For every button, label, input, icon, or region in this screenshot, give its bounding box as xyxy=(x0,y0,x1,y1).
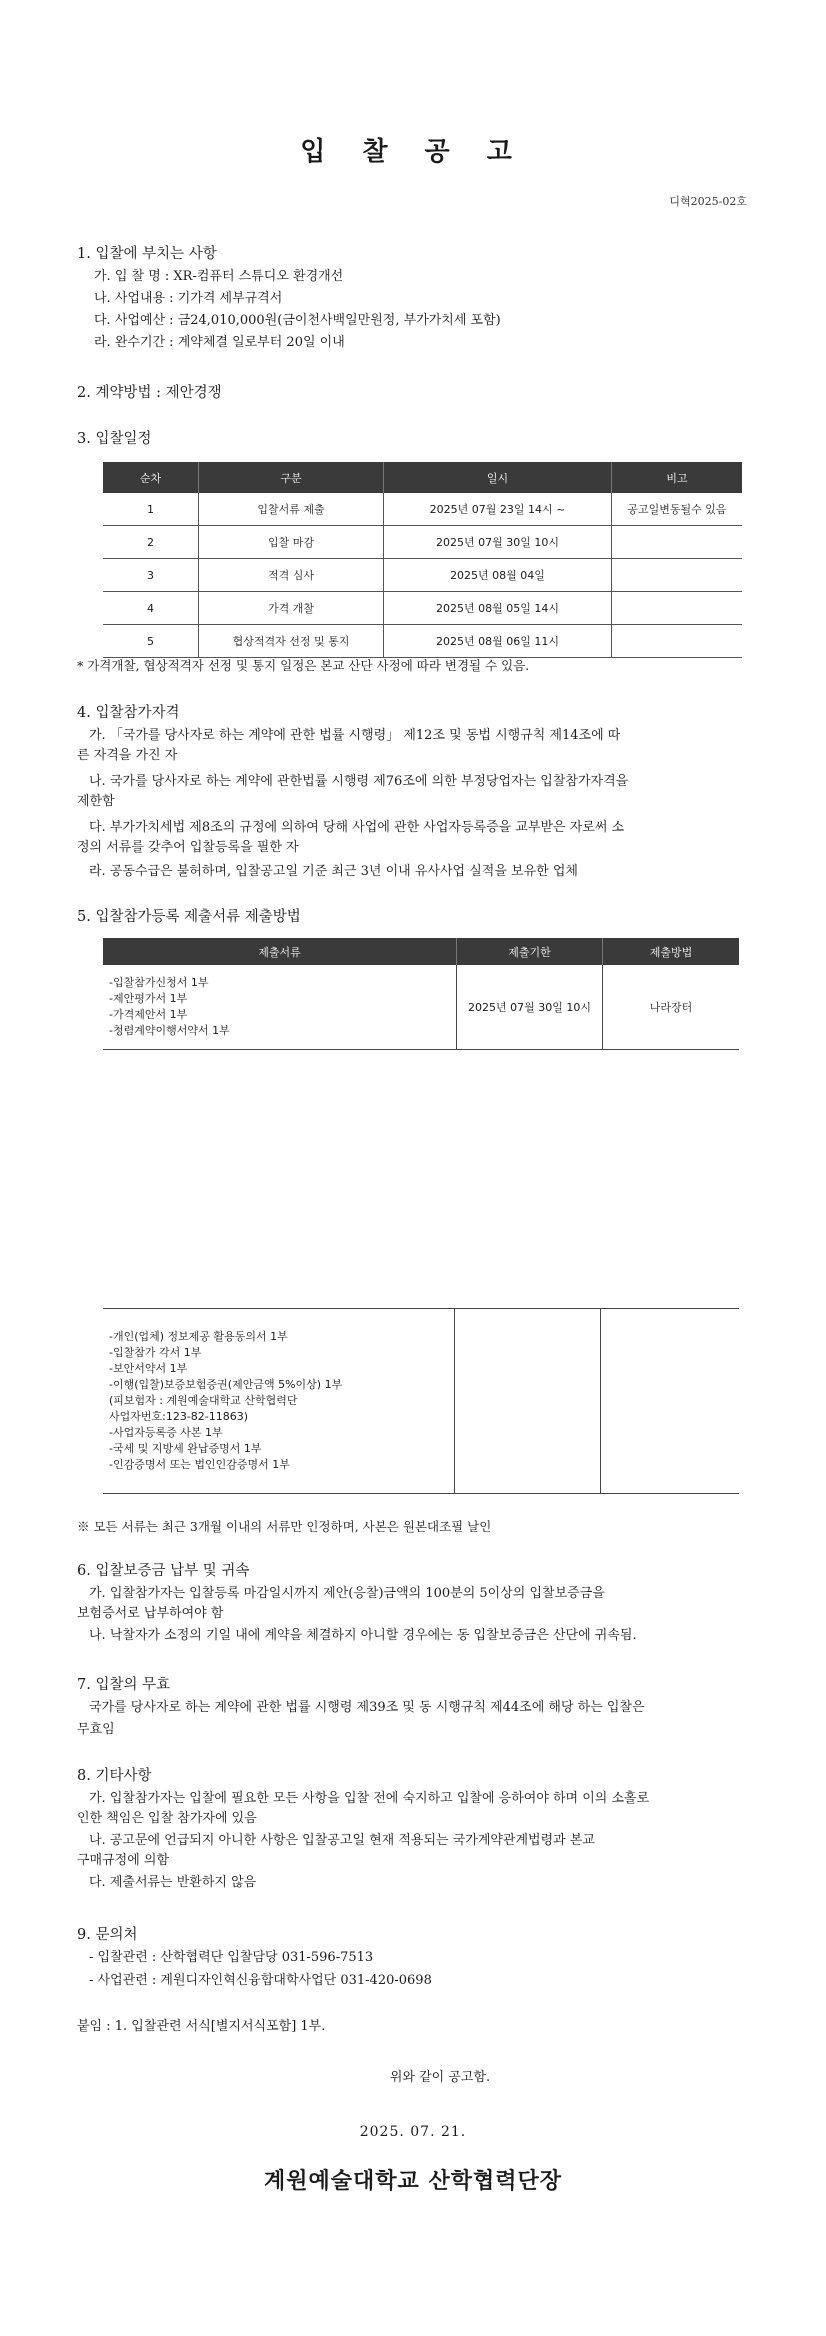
section-1 xyxy=(77,244,749,353)
doc-item: -사업자등록증 사본 1부 xyxy=(109,1426,223,1439)
cell-deadline-empty xyxy=(455,1309,601,1494)
col-header-method: 제출방법 xyxy=(603,938,740,965)
s4-item-b-line1: 나. 국가를 당사자로 하는 계약에 관한법률 시행령 제76조에 의한 부정당업자는 입찰참가자격을 xyxy=(89,774,629,789)
s1-item-d: 라. 완수기간 : 계약체결 일로부터 20일 이내 xyxy=(94,335,345,350)
section-3-heading: 3. 입찰일정 xyxy=(77,431,152,447)
s8-item-b-line1: 나. 공고문에 언급되지 아니한 사항은 입찰공고일 현재 적용되는 국가계약관계법령과 본교 xyxy=(89,1833,595,1848)
documents-table-part1 xyxy=(103,938,739,1050)
schedule-header-row xyxy=(103,462,742,493)
cell-category: 입찰서류 제출 xyxy=(199,493,384,526)
doc-item: -이행(입찰)보증보험증권(제안금액 5%이상) 1부 xyxy=(109,1378,343,1391)
s4-item-d: 라. 공동수급은 불허하며, 입찰공고일 기준 최근 3년 이내 유사사업 실적을 보유한 업체 xyxy=(89,864,578,879)
cell-datetime: 2025년 07월 23일 14시 ~ xyxy=(384,493,612,526)
closing-statement: 위와 같이 공고함. xyxy=(389,2070,491,2085)
s4-item-c-line2: 정의 서류를 갖추어 입찰등록을 필한 자 xyxy=(77,840,299,855)
doc-item: -제안평가서 1부 xyxy=(109,992,188,1005)
attachment-line: 붙임 : 1. 입찰관련 서식[별지서식포함] 1부. xyxy=(77,2019,326,2034)
s4-item-a-line2: 른 자격을 가진 자 xyxy=(77,748,178,763)
s7-line2: 무효임 xyxy=(77,1722,115,1737)
col-header-documents: 제출서류 xyxy=(103,938,457,965)
doc-item: (피보험자 : 계원예술대학교 산학협력단 xyxy=(109,1394,298,1407)
s4-item-a-line1: 가. 「국가를 당사자로 하는 계약에 관한 법률 시행령」 제12조 및 동법 시행규칙 제14조에 따 xyxy=(89,728,621,743)
documents-list-1 xyxy=(103,965,457,1050)
table-row xyxy=(103,1309,739,1494)
documents-table-part2 xyxy=(103,1308,739,1494)
documents-header-row xyxy=(103,938,739,965)
cell-datetime: 2025년 08월 04일 xyxy=(384,559,612,592)
col-header-category: 구분 xyxy=(199,462,384,493)
s4-item-c-line1: 다. 부가가치세법 제8조의 규정에 의하여 당해 사업에 관한 사업자등록증을 교부받은 자로써 소 xyxy=(89,820,625,835)
section-9-heading: 9. 문의처 xyxy=(77,1927,138,1943)
table-row xyxy=(103,625,742,658)
s7-line1: 국가를 당사자로 하는 계약에 관한 법률 시행령 제39조 및 동 시행규칙 제44조에 해당 하는 입찰은 xyxy=(89,1700,645,1715)
table-row xyxy=(103,526,742,559)
document-number: 디혁2025-02호 xyxy=(669,195,747,208)
schedule-note: * 가격개찰, 협상적격자 선정 및 통지 일정은 본교 산단 사정에 따라 변경될 수 있음. xyxy=(77,658,530,673)
section-7 xyxy=(77,1675,749,1740)
cell-order: 4 xyxy=(103,592,199,625)
cell-remarks xyxy=(612,559,743,592)
doc-item: -국세 및 지방세 완납증명서 1부 xyxy=(109,1442,262,1455)
cell-datetime: 2025년 08월 06일 11시 xyxy=(384,625,612,658)
documents-note: ※ 모든 서류는 최근 3개월 이내의 서류만 인정하며, 사본은 원본대조필 날인 xyxy=(77,1519,492,1534)
cell-category: 협상적격자 선정 및 통지 xyxy=(199,625,384,658)
col-header-remarks: 비고 xyxy=(612,462,743,493)
cell-order: 5 xyxy=(103,625,199,658)
s8-item-b-line2: 구매규정에 의함 xyxy=(77,1853,170,1868)
section-7-heading: 7. 입찰의 무효 xyxy=(77,1677,171,1693)
col-header-order: 순차 xyxy=(103,462,199,493)
announcement-date: 2025. 07. 21. xyxy=(359,2124,467,2140)
schedule-table xyxy=(103,462,742,658)
doc-item: -입찰참가신청서 1부 xyxy=(109,976,209,989)
cell-datetime: 2025년 07월 30일 10시 xyxy=(384,526,612,559)
doc-item: -입찰참가 각서 1부 xyxy=(109,1346,202,1359)
doc-item: -보안서약서 1부 xyxy=(109,1362,188,1375)
section-2-heading: 2. 계약방법 : 제안경쟁 xyxy=(77,385,222,401)
cell-remarks xyxy=(612,592,743,625)
documents-list-2 xyxy=(103,1309,455,1494)
doc-item: -가격제안서 1부 xyxy=(109,1008,188,1021)
s6-item-a-line2: 보험증서로 납부하여야 함 xyxy=(77,1606,224,1621)
cell-remarks: 공고일변동될수 있음 xyxy=(612,493,743,526)
s8-item-a-line1: 가. 입찰참가자는 입찰에 필요한 모든 사항을 입찰 전에 숙지하고 입찰에 응하여야 하며 이의 소홀로 xyxy=(89,1791,650,1806)
section-6 xyxy=(77,1561,749,1646)
section-2 xyxy=(77,383,749,403)
s8-item-a-line2: 인한 책임은 입찰 참가자에 있음 xyxy=(77,1811,257,1826)
doc-item: 사업자번호:123-82-11863) xyxy=(109,1410,249,1423)
table-row xyxy=(103,559,742,592)
section-8 xyxy=(77,1766,749,1893)
cell-method: 나라장터 xyxy=(603,965,740,1050)
s8-item-c: 다. 제출서류는 반환하지 않음 xyxy=(89,1875,257,1890)
cell-deadline: 2025년 07월 30일 10시 xyxy=(457,965,603,1050)
section-9 xyxy=(77,1925,749,1991)
document-title: 입 찰 공 고 xyxy=(300,137,526,167)
section-5 xyxy=(77,907,749,927)
cell-order: 1 xyxy=(103,493,199,526)
cell-remarks xyxy=(612,625,743,658)
section-1-heading: 1. 입찰에 부치는 사항 xyxy=(77,246,217,262)
cell-remarks xyxy=(612,526,743,559)
s1-item-c: 다. 사업예산 : 금24,010,000원(금이천사백일만원정, 부가가치세 포함) xyxy=(94,313,501,328)
doc-item: -청렴계약이행서약서 1부 xyxy=(109,1024,230,1037)
cell-datetime: 2025년 08월 05일 14시 xyxy=(384,592,612,625)
cell-order: 2 xyxy=(103,526,199,559)
col-header-deadline: 제출기한 xyxy=(457,938,603,965)
signer-name: 계원예술대학교 산학협력단장 xyxy=(264,2168,562,2194)
cell-category: 입찰 마감 xyxy=(199,526,384,559)
cell-category: 적격 심사 xyxy=(199,559,384,592)
s1-item-b: 나. 사업내용 : 기가격 세부규격서 xyxy=(94,291,283,306)
cell-category: 가격 개찰 xyxy=(199,592,384,625)
section-4-heading: 4. 입찰참가자격 xyxy=(77,705,180,721)
section-8-heading: 8. 기타사항 xyxy=(77,1768,152,1784)
s9-item-bid-contact: - 입찰관련 : 산학협력단 입찰담당 031-596-7513 xyxy=(89,1950,374,1965)
doc-item: -인감증명서 또는 법인인감증명서 1부 xyxy=(109,1458,290,1471)
s1-item-a: 가. 입 찰 명 : XR-컴퓨터 스튜디오 환경개선 xyxy=(94,269,344,284)
s4-item-b-line2: 제한함 xyxy=(77,794,115,809)
section-4 xyxy=(77,703,749,882)
cell-order: 3 xyxy=(103,559,199,592)
section-6-heading: 6. 입찰보증금 납부 및 귀속 xyxy=(77,1563,250,1579)
table-row xyxy=(103,493,742,526)
col-header-datetime: 일시 xyxy=(384,462,612,493)
cell-method-empty xyxy=(601,1309,740,1494)
doc-item: -개인(업체) 정보제공 활용동의서 1부 xyxy=(109,1330,288,1343)
s9-item-project-contact: - 사업관련 : 계원디자인혁신융합대학사업단 031-420-0698 xyxy=(89,1973,432,1988)
section-5-heading: 5. 입찰참가등록 제출서류 제출방법 xyxy=(77,909,301,925)
table-row xyxy=(103,965,739,1050)
s6-item-a-line1: 가. 입찰참가자는 입찰등록 마감일시까지 제안(응찰)금액의 100분의 5이상의 입찰보증금을 xyxy=(89,1586,605,1601)
section-3 xyxy=(77,429,749,449)
s6-item-b: 나. 낙찰자가 소정의 기일 내에 계약을 체결하지 아니할 경우에는 동 입찰보증금은 산단에 귀속됨. xyxy=(89,1628,637,1643)
table-row xyxy=(103,592,742,625)
